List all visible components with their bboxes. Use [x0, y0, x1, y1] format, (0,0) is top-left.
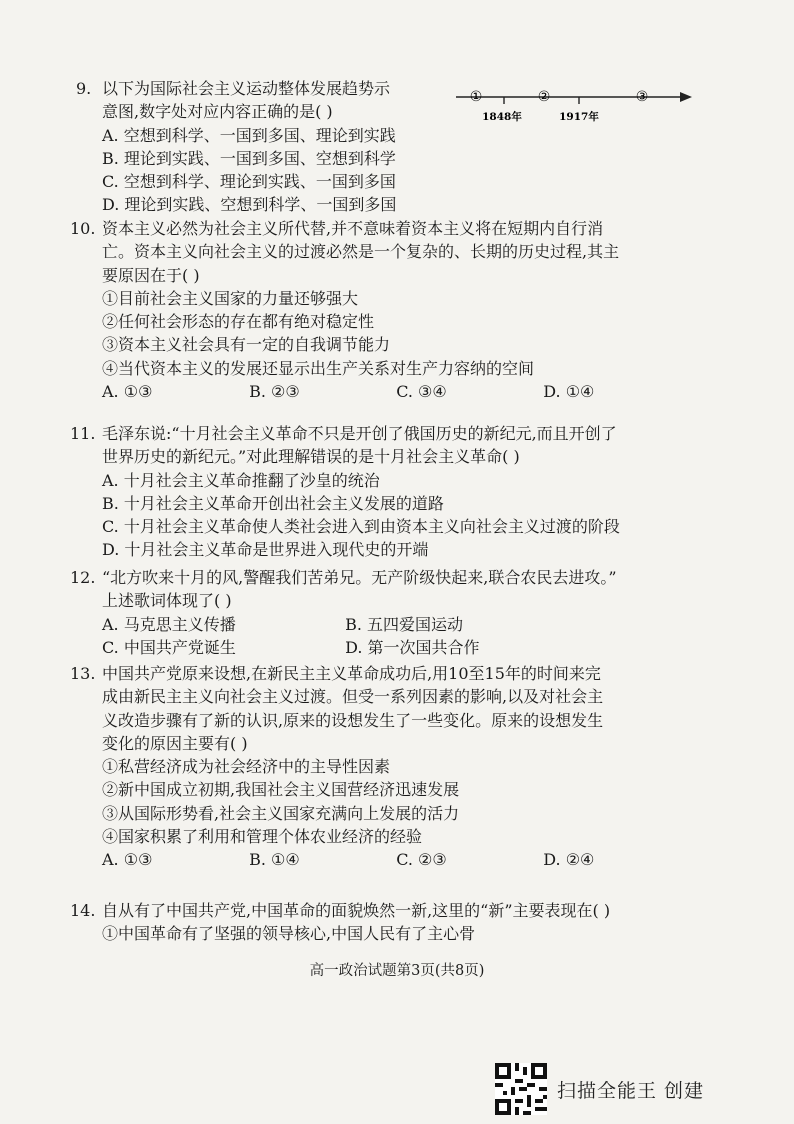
question-stem: 亡。资本主义向社会主义的过渡必然是一个复杂的、长期的历史过程,其主 [102, 242, 620, 262]
question-stem: 变化的原因主要有( ) [102, 733, 248, 753]
options-row [102, 636, 702, 659]
question-stem: 世界历史的新纪元。”对此理解错误的是十月社会主义革命( ) [102, 447, 520, 467]
question-number: 12. [70, 568, 96, 587]
timeline-marker-3: ③ [635, 89, 649, 105]
question-number: 14. [70, 901, 96, 920]
option-c: C. ②③ [396, 850, 447, 870]
options-row [102, 380, 702, 403]
question-13 [70, 662, 702, 872]
option-a: A. 空想到科学、一国到多国、理论到实践 [102, 125, 396, 145]
statement-2: ②新中国成立初期,我国社会主义国营经济迅速发展 [102, 780, 460, 800]
timeline-marker-2: ② [537, 89, 551, 105]
question-number: 10. [70, 219, 96, 238]
question-stem: 意图,数字处对应内容正确的是( ) [102, 102, 333, 122]
question-stem: 义改造步骤有了新的认识,原来的设想发生了一些变化。原来的设想发生 [102, 710, 604, 730]
question-number: 11. [70, 424, 96, 443]
statement-4: ④当代资本主义的发展还显示出生产关系对生产力容纳的空间 [102, 358, 535, 378]
timeline-arrow-icon [680, 92, 692, 102]
statement-1: ①目前社会主义国家的力量还够强大 [102, 288, 359, 308]
option-b: B. 五四爱国运动 [345, 614, 464, 634]
question-stem: 中国共产党原来设想,在新民主主义革命成功后,用10至15年的时间来完 [102, 664, 601, 683]
option-c: C. 中国共产党诞生 [102, 637, 236, 657]
timeline-year-1917: 1917年 [559, 111, 599, 123]
option-d: D. ①④ [543, 382, 595, 402]
question-stem: 成由新民主主义向社会主义过渡。但受一系列因素的影响,以及对社会主 [102, 687, 604, 707]
options-row [102, 613, 702, 636]
option-d: D. ②④ [543, 850, 595, 870]
option-c: C. ③④ [396, 382, 447, 402]
option-a: A. 马克思主义传播 [102, 614, 236, 634]
statement-3: ③资本主义社会具有一定的自我调节能力 [102, 335, 391, 355]
question-number: 9. [76, 79, 92, 98]
timeline-marker-1: ① [469, 89, 483, 105]
page-footer: 高一政治试题第3页(共8页) [309, 963, 485, 979]
timeline-year-1848: 1848年 [482, 111, 522, 123]
statement-1: ①中国革命有了坚强的领导核心,中国人民有了主心骨 [102, 924, 476, 944]
question-14 [70, 899, 702, 946]
question-number: 13. [70, 664, 96, 683]
option-c: C. 十月社会主义革命使人类社会进入到由资本主义向社会主义过渡的阶段 [102, 517, 620, 537]
qr-code-icon [495, 1063, 547, 1115]
options-row [102, 848, 702, 871]
question-stem: 要原因在于( ) [102, 265, 200, 285]
question-10 [70, 217, 702, 403]
question-stem: “北方吹来十月的风,警醒我们苦弟兄。无产阶级快起来,联合农民去进攻。” [102, 568, 617, 587]
question-stem: 自从有了中国共产党,中国革命的面貌焕然一新,这里的“新”主要表现在( ) [102, 901, 611, 920]
question-stem: 以下为国际社会主义运动整体发展趋势示 [102, 79, 391, 98]
statement-4: ④国家积累了利用和管理个体农业经济的经验 [102, 827, 423, 847]
question-stem: 毛泽东说:“十月社会主义革命不只是开创了俄国历史的新纪元,而且开创了 [102, 424, 617, 443]
timeline-diagram [454, 80, 694, 124]
option-d: D. 第一次国共合作 [345, 637, 480, 657]
scanner-watermark: 扫描全能王 创建 [557, 1080, 705, 1102]
question-stem: 上述歌词体现了( ) [102, 591, 232, 611]
question-12 [70, 566, 702, 659]
option-a: A. ①③ [102, 382, 153, 402]
statement-3: ③从国际形势看,社会主义国家充满向上发展的活力 [102, 803, 460, 823]
option-b: B. ①④ [249, 850, 300, 870]
option-d: D. 理论到实践、空想到科学、一国到多国 [102, 195, 397, 215]
statement-1: ①私营经济成为社会经济中的主导性因素 [102, 757, 391, 777]
statement-2: ②任何社会形态的存在都有绝对稳定性 [102, 312, 375, 332]
option-b: B. ②③ [249, 382, 300, 402]
option-b: B. 十月社会主义革命开创出社会主义发展的道路 [102, 493, 444, 513]
option-a: A. ①③ [102, 850, 153, 870]
question-11 [70, 422, 702, 562]
question-stem: 资本主义必然为社会主义所代替,并不意味着资本主义将在短期内自行消 [102, 219, 604, 238]
option-d: D. 十月社会主义革命是世界进入现代史的开端 [102, 540, 429, 560]
option-c: C. 空想到科学、理论到实践、一国到多国 [102, 172, 396, 192]
option-b: B. 理论到实践、一国到多国、空想到科学 [102, 148, 396, 168]
option-a: A. 十月社会主义革命推翻了沙皇的统治 [102, 470, 380, 490]
